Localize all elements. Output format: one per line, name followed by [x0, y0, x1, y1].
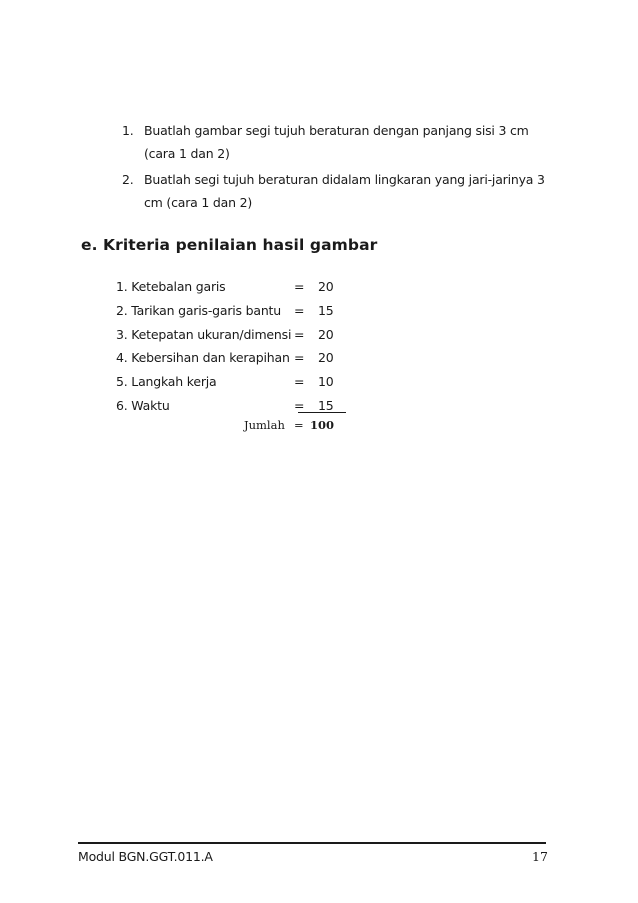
- task-number: 2.: [122, 172, 134, 187]
- section-letter: e.: [81, 236, 98, 254]
- task-item: [122, 169, 562, 214]
- criteria-value: 10: [318, 374, 334, 390]
- criteria-row: [116, 299, 348, 323]
- total-row: [244, 418, 334, 432]
- section-heading: [81, 236, 377, 254]
- criteria-row: [116, 275, 348, 299]
- criteria-row: [116, 370, 348, 394]
- criteria-value: 15: [318, 302, 334, 318]
- task-text: Buatlah segi tujuh beraturan didalam lingkaran yang jari-jarinya 3 cm (cara 1 dan 2): [144, 172, 545, 210]
- criteria-label: 1. Ketebalan garis: [116, 279, 226, 294]
- section-title: Kriteria penilaian hasil gambar: [103, 236, 378, 254]
- criteria-label: 2. Tarikan garis-garis bantu: [116, 302, 281, 318]
- footer-divider: [78, 842, 546, 844]
- sum-divider: [298, 412, 346, 413]
- criteria-value: 20: [318, 326, 334, 342]
- criteria-label: 3. Ketepatan ukuran/dimensi: [116, 326, 292, 342]
- equals-sign: =: [294, 326, 305, 342]
- total-value: 100: [310, 418, 335, 432]
- equals-sign: =: [294, 397, 305, 413]
- task-item: [122, 120, 562, 165]
- criteria-label: 4. Kebersihan dan kerapihan: [116, 350, 290, 366]
- equals-sign: =: [294, 279, 305, 294]
- criteria-value: 15: [318, 397, 334, 413]
- criteria-label: 6. Waktu: [116, 397, 170, 413]
- criteria-row: [116, 394, 348, 418]
- equals-sign: =: [294, 302, 305, 318]
- criteria-row: [116, 346, 348, 370]
- equals-sign: =: [294, 418, 304, 432]
- criteria-row: [116, 323, 348, 347]
- criteria-table: [116, 275, 348, 418]
- footer-module-code: Modul BGN.GGT.011.A: [78, 849, 213, 864]
- criteria-value: 20: [318, 279, 334, 294]
- task-list: [122, 120, 562, 218]
- footer-page-number: 17: [532, 849, 548, 864]
- task-text: Buatlah gambar segi tujuh beraturan dengan panjang sisi 3 cm (cara 1 dan 2): [144, 123, 529, 161]
- criteria-label: 5. Langkah kerja: [116, 374, 217, 390]
- equals-sign: =: [294, 350, 305, 366]
- equals-sign: =: [294, 374, 305, 390]
- criteria-value: 20: [318, 350, 334, 366]
- task-number: 1.: [122, 123, 134, 138]
- total-label: Jumlah: [244, 418, 285, 432]
